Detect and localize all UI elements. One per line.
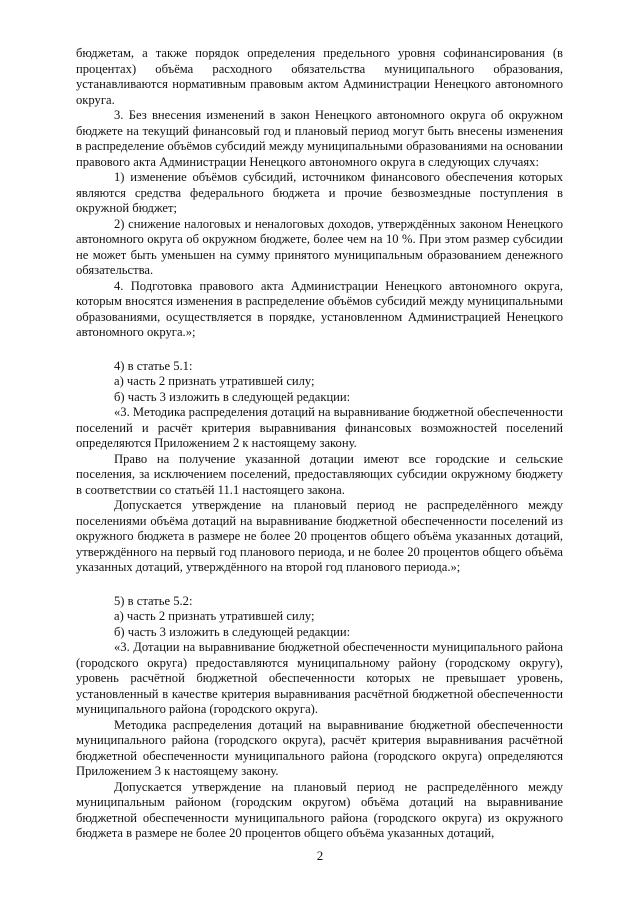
paragraph-clause-3: 3. Без внесения изменений в закон Ненецкого автономного округа об окружном бюджете на текущий финансовый год и плановый период могут быть внесены изменения в распределение объёмов субсидий между муниципальными образованиями на основании правового акта Администрации Ненецкого автономного округа в следующих случаях: [76, 108, 563, 169]
paragraph-gap [76, 576, 563, 594]
paragraph-district-methodology: Методика распределения дотаций на выравнивание бюджетной обеспеченности муниципального района (городского округа), расчёт критерия выравнивания расчётной бюджетной обеспеченности муниципального района (городского округа) определяются Приложением 3 к настоящему закону. [76, 717, 563, 778]
paragraph-gap [76, 341, 563, 359]
paragraph-item-1: 1) изменение объёмов субсидий, источником финансового обеспечения которых являются средства федерального бюджета и прочие безвозмездные поступления в окружной бюджет; [76, 170, 563, 215]
paragraph-item-a: а) часть 2 признать утратившей силу; [114, 374, 315, 388]
paragraph-item-2: 2) снижение налоговых и неналоговых доходов, утверждённых законом Ненецкого автономного округа об окружном бюджете, более чем на 10 %. При этом размер субсидии не может быть уменьшен на сумму принятого муниципальным образованием денежного обязательства. [76, 216, 563, 277]
paragraph-article-5-1: 4) в статье 5.1: [114, 358, 193, 373]
paragraph-item-a: а) часть 2 признать утратившей силу; [114, 609, 315, 623]
page-number: 2 [316, 848, 324, 863]
paragraph-quote-methodology: «3. Методика распределения дотаций на выравнивание бюджетной обеспеченности поселений и расчёт критерия выравнивания финансовых возможностей поселений определяются Приложением 2 к настоящему закону. [76, 405, 563, 450]
paragraph-item-b: б) часть 3 изложить в следующей редакции: [114, 624, 351, 639]
paragraph-article-5-2: 5) в статье 5.2: [114, 593, 193, 608]
paragraph-district-planning: Допускается утверждение на плановый период не распределённого между муниципальным районом (городским округом) объёма дотаций на выравнивание бюджетной обеспеченности муниципального района (городского округа) из окружного бюджета в размере не более 20 процентов общего объёма указанных дотаций, [76, 779, 563, 840]
document-body [76, 46, 563, 842]
paragraph-right-to-grant: Право на получение указанной дотации имеют все городские и сельские поселения, за исключением поселений, предоставляющих субсидии окружному бюджету в соответствии со статьёй 11.1 настоящего закона. [76, 451, 563, 497]
paragraph-quote-district-grants: «3. Дотации на выравнивание бюджетной обеспеченности муниципального района (городского округа) предоставляются муниципальному району (городскому округу), уровень расчётной бюджетной обеспеченности которых не превышает уровень, установленный в качестве критерия выравнивания расчётной бюджетной обеспеченности муниципального района (городского округа). [76, 640, 563, 716]
paragraph-clause-4: 4. Подготовка правового акта Администрации Ненецкого автономного округа, которым вносятся изменения в распределение объёмов субсидий между муниципальными образованиями, осуществляется в порядке, установленном Администрацией Ненецкого автономного округа.»; [76, 278, 563, 339]
paragraph-planning-period: Допускается утверждение на плановый период не распределённого между поселениями объёма дотаций на выравнивание бюджетной обеспеченности поселений из окружного бюджета в размере не более 20 процентов общего объёма указанных дотаций, утверждённого на первый год планового периода, и не более 20 процентов общего объёма указанных дотаций, утверждённого на второй год планового периода.»; [76, 498, 563, 574]
paragraph-continuation: бюджетам, а также порядок определения предельного уровня софинансирования (в процентах) объёма расходного обязательства муниципального образования, устанавливаются нормативным правовым актом Администрации Ненецкого автономного округа. [76, 46, 563, 107]
paragraph-item-b: б) часть 3 изложить в следующей редакции: [114, 389, 351, 404]
